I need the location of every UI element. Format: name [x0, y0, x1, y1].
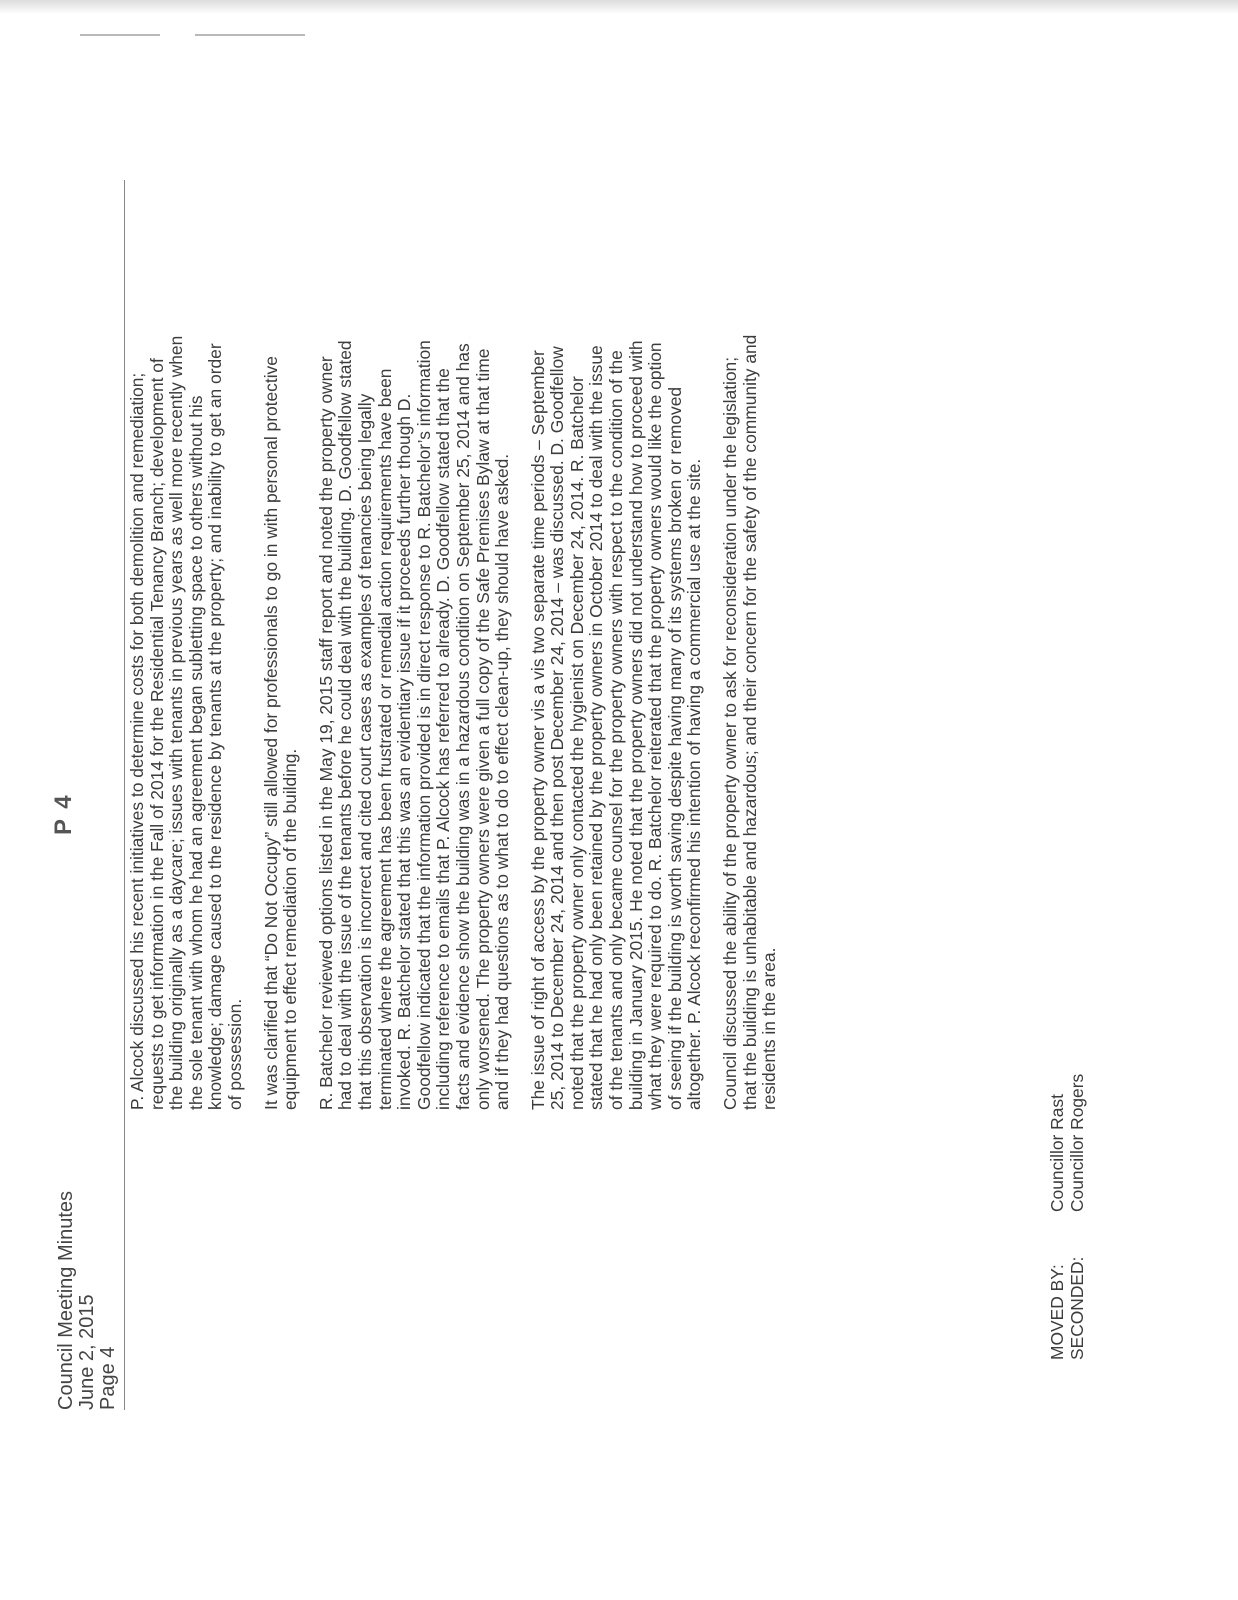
paragraph: It was clarified that “Do Not Occupy” still allowed for professionals to go in with personal protective equipment to effect remediation of the building.	[260, 356, 301, 1110]
page-label: Page 4	[97, 1346, 119, 1410]
seconded-label: SECONDED:	[1066, 1256, 1087, 1360]
minutes-header	[56, 1191, 119, 1410]
paragraph: P. Alcock discussed his recent initiatives to determine costs for both demolition and remediation; requests to get information in the Fall of 2014 for the Residential Tenancy Branch; development of the building originally as a daycare; issues with tenants in previous years as well more recently when the sole tenant with whom he had an agreement began subletting space to others without his knowledge; damage caused to the residence by tenants at the property; and inability to get an order of possession.	[127, 335, 245, 1110]
moved-by-label: MOVED BY:	[1047, 1264, 1067, 1360]
minutes-body	[128, 330, 796, 1110]
paragraph: Council discussed the ability of the property owner to ask for reconsideration under the legislation; that the building is unhabitable and hazardous; and their concern for the safety of the community and residents in the area.	[720, 334, 780, 1110]
header-divider	[124, 180, 125, 1410]
motion-block	[1048, 1074, 1087, 1360]
paragraph: The issue of right of access by the property owner vis a vis two separate time periods – September 25, 2014 to December 24, 2014 and then post December 24, 2014 – was discussed. D. Goodfellow noted that the property owner only contacted the hygienist on December 24, 2014. R. Batchelor stated that he had only been retained by the property owners in October 2014 to deal with the issue of the tenants and only became counsel for the property owners with respect to the condition of the building in January 2015. He noted that the property owners did not understand how to proceed with what they were required to do. R. Batchelor reiterated that the property owners would like the option of seeing if the building is worth saving despite having many of its systems broken or removed altogether. P. Alcock reconfirmed his intention of having a commercial use at the site.	[527, 340, 705, 1110]
document-title: Council Meeting Minutes	[55, 1191, 77, 1410]
page-stamp: P 4	[50, 793, 77, 835]
seconded-value: Councillor Rogers	[1066, 1073, 1087, 1212]
moved-by-value: Councillor Rast	[1047, 1094, 1067, 1212]
meeting-date: June 2, 2015	[76, 1294, 98, 1410]
paragraph: R. Batchelor reviewed options listed in the May 19, 2015 staff report and noted the property owner had to deal with the issue of the tenants before he could deal with the building. D. Goodfellow stated that this observation is incorrect and cited court cases as examples of tenancies being legally terminated where the agreement has been frustrated or remedial action requirements have been invoked. R. Batchelor stated that this was an evidentiary issue if it proceeds further though D. Goodfellow indicated that the information provided is in direct response to R. Batchelor’s information including reference to emails that P. Alcock has referred to already. D. Goodfellow stated that the facts and evidence show the building was in a hazardous condition on September 25, 2014 and has only worsened. The property owners were given a full copy of the Safe Premises Bylaw at that time and if they had questions as to what to do to effect clean-up, they should have asked.	[315, 340, 513, 1110]
